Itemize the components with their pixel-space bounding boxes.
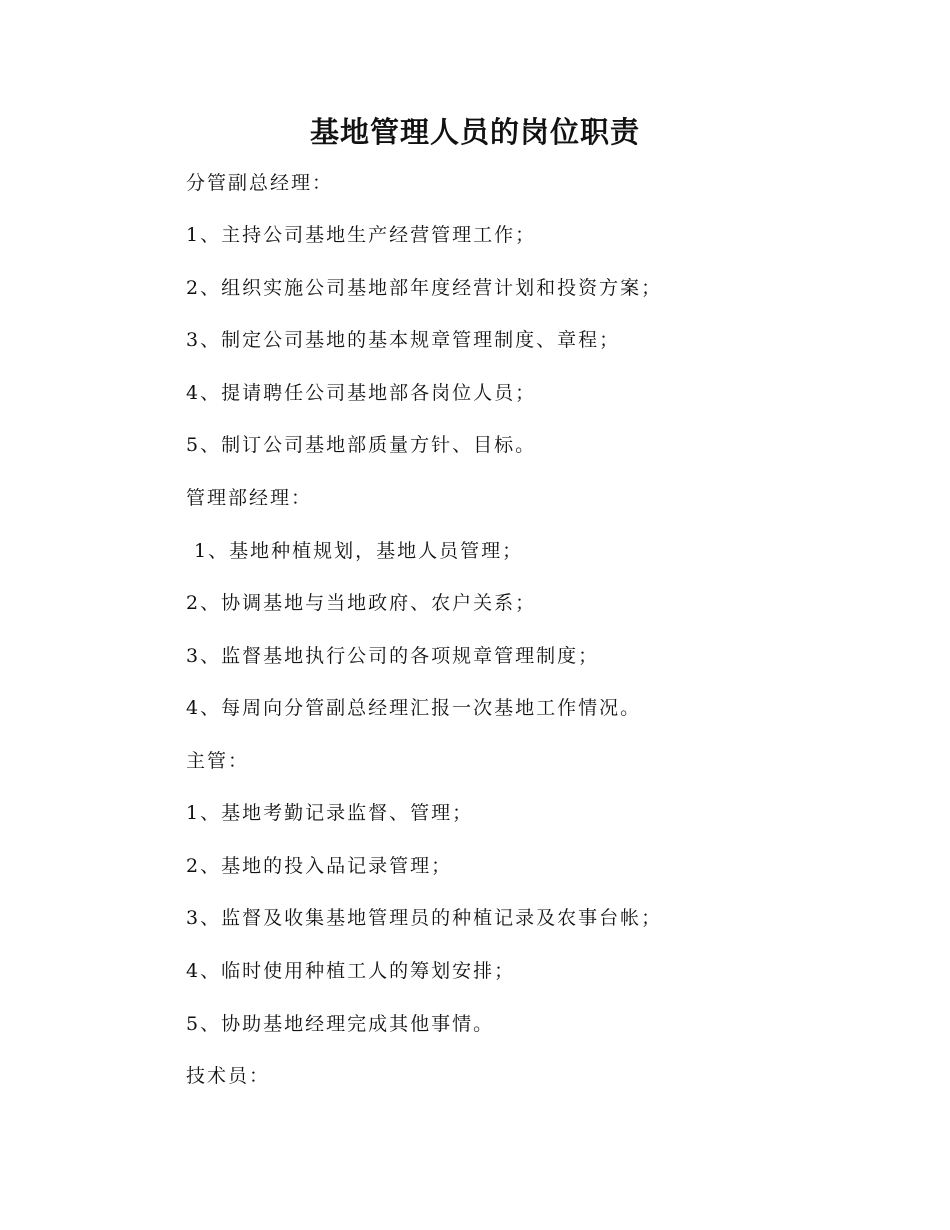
list-item: 3、监督基地执行公司的各项规章管理制度； xyxy=(186,645,600,667)
list-item: 4、每周向分管副总经理汇报一次基地工作情况。 xyxy=(186,697,642,719)
section-heading-technician: 技术员： xyxy=(186,1065,271,1087)
list-item: 3、制定公司基地的基本规章管理制度、章程； xyxy=(186,329,621,351)
list-item: 5、协助基地经理完成其他事情。 xyxy=(186,1013,495,1035)
list-item: 3、监督及收集基地管理员的种植记录及农事台帐； xyxy=(186,907,663,929)
list-item: 1、基地种植规划，基地人员管理； xyxy=(186,540,524,562)
list-item: 4、提请聘任公司基地部各岗位人员； xyxy=(186,382,537,404)
page-title: 基地管理人员的岗位职责 xyxy=(309,115,640,149)
section-heading-deputy-gm: 分管副总经理： xyxy=(186,172,334,194)
list-item: 4、临时使用种植工人的筹划安排； xyxy=(186,960,516,982)
list-item: 1、主持公司基地生产经营管理工作； xyxy=(186,224,537,246)
list-item: 2、基地的投入品记录管理； xyxy=(186,855,453,877)
section-heading-supervisor: 主管： xyxy=(186,750,250,772)
list-item: 1、基地考勤记录监督、管理； xyxy=(186,802,474,824)
list-item: 2、组织实施公司基地部年度经营计划和投资方案； xyxy=(186,277,663,299)
section-heading-management-manager: 管理部经理： xyxy=(186,487,313,509)
list-item: 5、制订公司基地部质量方针、目标。 xyxy=(186,434,537,456)
list-item: 2、协调基地与当地政府、农户关系； xyxy=(186,592,537,614)
